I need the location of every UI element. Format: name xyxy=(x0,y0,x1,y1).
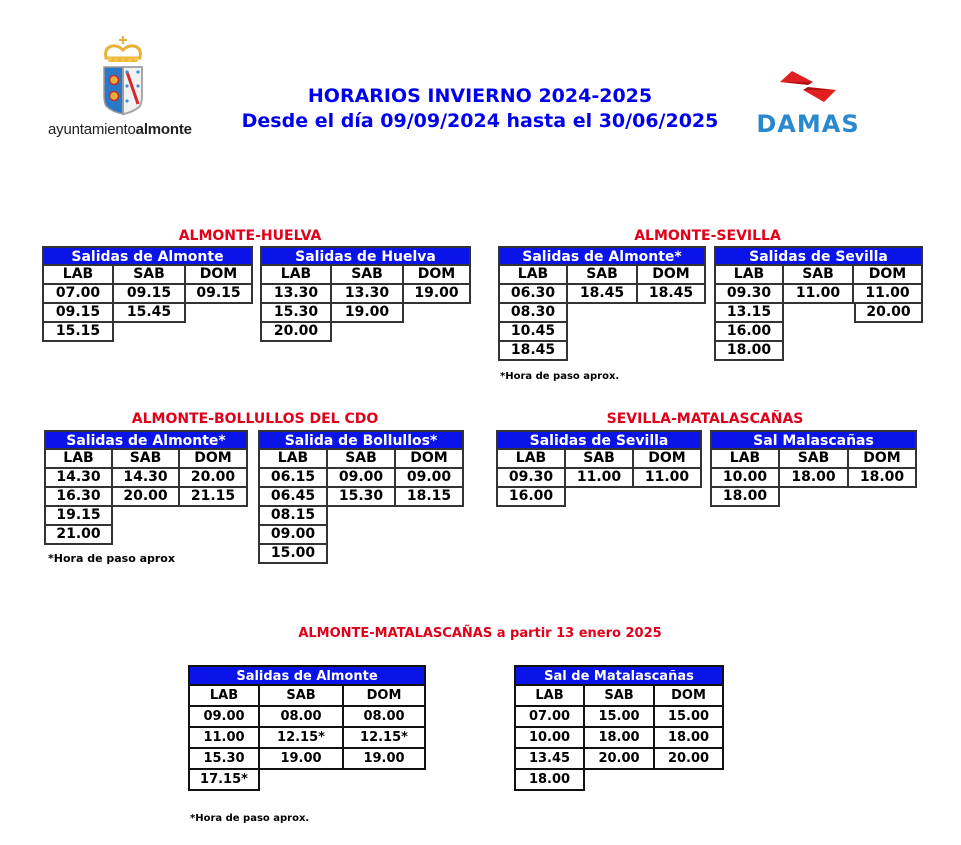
empty-cell xyxy=(854,342,923,361)
footnote-approx-time-bollullos: *Hora de paso aprox xyxy=(48,552,175,565)
time-cell-sab: 13.30 xyxy=(332,285,404,304)
column-header-sab: SAB xyxy=(585,686,655,707)
time-cell-lab: 09.30 xyxy=(496,469,566,488)
column-header-dom: DOM xyxy=(404,266,471,285)
time-cell-dom: 18.00 xyxy=(849,469,917,488)
time-cell-lab: 11.00 xyxy=(188,728,260,749)
empty-cell xyxy=(780,488,849,507)
damas-logo xyxy=(748,66,868,138)
time-cell-lab: 09.00 xyxy=(188,707,260,728)
table-row xyxy=(714,342,923,361)
column-header-lab: LAB xyxy=(496,450,566,469)
table-row xyxy=(258,507,464,526)
table-row xyxy=(260,323,471,342)
table-row xyxy=(258,545,464,564)
damas-wordmark: DAMAS xyxy=(756,110,860,138)
time-cell-lab: 09.30 xyxy=(714,285,784,304)
column-header-sab: SAB xyxy=(568,266,638,285)
empty-cell xyxy=(849,488,917,507)
column-header-sab: SAB xyxy=(114,266,186,285)
table-row xyxy=(44,488,248,507)
time-cell-lab: 10.00 xyxy=(514,728,585,749)
table-row xyxy=(498,323,706,342)
column-header-sab: SAB xyxy=(260,686,344,707)
empty-cell xyxy=(186,323,253,342)
empty-cell xyxy=(634,488,702,507)
time-cell-dom: 20.00 xyxy=(180,469,248,488)
title-line-2: Desde el día 09/09/2024 hasta el 30/06/2025 xyxy=(241,110,719,132)
section-title-sevilla-matalascanas: SEVILLA-MATALASCAÑAS xyxy=(606,411,804,427)
table-row xyxy=(514,728,724,749)
wordmark-regular: ayuntamiento xyxy=(48,121,136,138)
table-row xyxy=(260,285,471,304)
time-cell-dom: 12.15* xyxy=(344,728,426,749)
timetable-almonte-matalascanas-from-matalascanas xyxy=(514,665,724,791)
column-header-lab: LAB xyxy=(188,686,260,707)
table-row xyxy=(710,488,917,507)
time-cell-lab: 16.00 xyxy=(714,323,784,342)
table-header: Sal Malascañas xyxy=(710,430,917,450)
empty-cell xyxy=(784,304,854,323)
empty-cell xyxy=(404,304,471,323)
time-cell-sab: 09.15 xyxy=(114,285,186,304)
section-title-almonte-matalascanas: ALMONTE-MATALASCAÑAS a partir 13 enero 2025 xyxy=(298,626,662,641)
time-cell-sab: 15.30 xyxy=(328,488,396,507)
column-header-dom: DOM xyxy=(655,686,724,707)
time-cell-lab: 08.30 xyxy=(498,304,568,323)
column-header-row xyxy=(260,266,471,285)
time-cell-dom: 11.00 xyxy=(634,469,702,488)
section-title-almonte-bollullos: ALMONTE-BOLLULLOS DEL CDO xyxy=(131,411,379,427)
column-header-dom: DOM xyxy=(344,686,426,707)
empty-cell xyxy=(114,323,186,342)
column-header-lab: LAB xyxy=(42,266,114,285)
column-header-lab: LAB xyxy=(710,450,780,469)
timetable-almonte-sevilla-from-almonte xyxy=(498,246,706,361)
time-cell-sab: 18.00 xyxy=(585,728,655,749)
timetable-almonte-sevilla-from-sevilla xyxy=(714,246,923,361)
empty-cell xyxy=(396,545,464,564)
empty-cell xyxy=(638,323,706,342)
time-cell-sab: 15.45 xyxy=(114,304,186,323)
section-title-almonte-huelva: ALMONTE-HUELVA xyxy=(178,228,322,244)
column-header-dom: DOM xyxy=(396,450,464,469)
time-cell-dom: 19.00 xyxy=(404,285,471,304)
empty-cell xyxy=(113,526,180,545)
wordmark-bold: almonte xyxy=(135,121,192,138)
empty-cell xyxy=(260,770,344,791)
table-row xyxy=(188,770,426,791)
column-header-lab: LAB xyxy=(514,686,585,707)
time-cell-dom: 18.15 xyxy=(396,488,464,507)
table-row xyxy=(258,488,464,507)
time-cell-lab: 07.00 xyxy=(514,707,585,728)
time-cell-lab: 10.45 xyxy=(498,323,568,342)
empty-cell xyxy=(568,342,638,361)
empty-cell xyxy=(854,323,923,342)
column-header-row xyxy=(44,450,248,469)
column-header-dom: DOM xyxy=(180,450,248,469)
table-row xyxy=(710,469,917,488)
table-row xyxy=(496,469,702,488)
time-cell-lab: 07.00 xyxy=(42,285,114,304)
time-cell-dom: 20.00 xyxy=(655,749,724,770)
table-row xyxy=(42,285,253,304)
timetable-almonte-huelva-from-almonte xyxy=(42,246,253,342)
table-header: Salidas de Sevilla xyxy=(496,430,702,450)
table-row xyxy=(498,342,706,361)
column-header-dom: DOM xyxy=(186,266,253,285)
time-cell-lab: 06.45 xyxy=(258,488,328,507)
column-header-dom: DOM xyxy=(638,266,706,285)
empty-cell xyxy=(344,770,426,791)
column-header-dom: DOM xyxy=(849,450,917,469)
time-cell-sab: 15.00 xyxy=(585,707,655,728)
timetable-almonte-matalascanas-from-almonte xyxy=(188,665,426,791)
time-cell-lab: 15.15 xyxy=(42,323,114,342)
table-row xyxy=(188,749,426,770)
empty-cell xyxy=(638,342,706,361)
time-cell-lab: 09.15 xyxy=(42,304,114,323)
empty-cell xyxy=(180,507,248,526)
time-cell-lab: 15.30 xyxy=(260,304,332,323)
empty-cell xyxy=(566,488,634,507)
ayuntamiento-almonte-logo xyxy=(44,36,204,142)
section-title-almonte-sevilla: ALMONTE-SEVILLA xyxy=(634,228,781,244)
table-row xyxy=(44,526,248,545)
empty-cell xyxy=(328,545,396,564)
table-row xyxy=(188,728,426,749)
time-cell-sab: 11.00 xyxy=(784,285,854,304)
column-header-row xyxy=(714,266,923,285)
empty-cell xyxy=(784,342,854,361)
table-row xyxy=(496,488,702,507)
time-cell-lab: 13.30 xyxy=(260,285,332,304)
column-header-row xyxy=(496,450,702,469)
damas-arrows-icon xyxy=(748,66,868,138)
timetable-almonte-bollullos-from-bollullos xyxy=(258,430,464,564)
column-header-lab: LAB xyxy=(258,450,328,469)
timetable-almonte-huelva-from-huelva xyxy=(260,246,471,342)
empty-cell xyxy=(568,304,638,323)
empty-cell xyxy=(585,770,655,791)
time-cell-lab: 13.45 xyxy=(514,749,585,770)
time-cell-dom: 18.00 xyxy=(655,728,724,749)
table-header: Salidas de Almonte xyxy=(188,665,426,686)
column-header-row xyxy=(498,266,706,285)
empty-cell xyxy=(180,526,248,545)
table-header: Salidas de Almonte* xyxy=(44,430,248,450)
footnote-approx-time-matalascanas: *Hora de paso aprox. xyxy=(190,813,310,824)
time-cell-lab: 08.15 xyxy=(258,507,328,526)
time-cell-lab: 18.45 xyxy=(498,342,568,361)
ayuntamiento-almonte-wordmark xyxy=(48,121,192,138)
time-cell-lab: 13.15 xyxy=(714,304,784,323)
column-header-sab: SAB xyxy=(780,450,849,469)
table-row xyxy=(260,304,471,323)
empty-cell xyxy=(568,323,638,342)
table-header: Salidas de Huelva xyxy=(260,246,471,266)
timetable-sevilla-matalascanas-from-sevilla xyxy=(496,430,702,507)
column-header-lab: LAB xyxy=(498,266,568,285)
empty-cell xyxy=(396,507,464,526)
table-row xyxy=(258,526,464,545)
time-cell-lab: 20.00 xyxy=(260,323,332,342)
timetable-almonte-bollullos-from-almonte xyxy=(44,430,248,545)
column-header-lab: LAB xyxy=(44,450,113,469)
empty-cell xyxy=(638,304,706,323)
time-cell-lab: 18.00 xyxy=(710,488,780,507)
empty-cell xyxy=(186,304,253,323)
time-cell-lab: 06.30 xyxy=(498,285,568,304)
time-cell-dom: 19.00 xyxy=(344,749,426,770)
time-cell-lab: 06.15 xyxy=(258,469,328,488)
table-row xyxy=(714,285,923,304)
table-row xyxy=(42,323,253,342)
time-cell-lab: 15.00 xyxy=(258,545,328,564)
column-header-sab: SAB xyxy=(328,450,396,469)
time-cell-sab: 18.00 xyxy=(780,469,849,488)
empty-cell xyxy=(784,323,854,342)
time-cell-lab: 14.30 xyxy=(44,469,113,488)
table-row xyxy=(44,469,248,488)
time-cell-dom: 18.45 xyxy=(638,285,706,304)
time-cell-sab: 20.00 xyxy=(585,749,655,770)
time-cell-lab: 16.00 xyxy=(496,488,566,507)
time-cell-lab: 19.15 xyxy=(44,507,113,526)
table-row xyxy=(42,304,253,323)
table-row xyxy=(514,707,724,728)
table-row xyxy=(498,285,706,304)
table-row xyxy=(514,770,724,791)
empty-cell xyxy=(328,526,396,545)
table-row xyxy=(188,707,426,728)
column-header-row xyxy=(42,266,253,285)
time-cell-dom: 08.00 xyxy=(344,707,426,728)
time-cell-dom: 20.00 xyxy=(854,304,923,323)
column-header-sab: SAB xyxy=(784,266,854,285)
table-header: Salida de Bollullos* xyxy=(258,430,464,450)
title-line-1: HORARIOS INVIERNO 2024-2025 xyxy=(307,85,653,107)
table-row xyxy=(498,304,706,323)
column-header-sab: SAB xyxy=(566,450,634,469)
table-header: Salidas de Sevilla xyxy=(714,246,923,266)
table-header: Salidas de Almonte xyxy=(42,246,253,266)
column-header-sab: SAB xyxy=(332,266,404,285)
time-cell-dom: 15.00 xyxy=(655,707,724,728)
time-cell-lab: 16.30 xyxy=(44,488,113,507)
empty-cell xyxy=(404,323,471,342)
time-cell-sab: 19.00 xyxy=(260,749,344,770)
table-row xyxy=(44,507,248,526)
column-header-sab: SAB xyxy=(113,450,180,469)
time-cell-dom: 09.15 xyxy=(186,285,253,304)
time-cell-sab: 14.30 xyxy=(113,469,180,488)
time-cell-lab: 18.00 xyxy=(514,770,585,791)
coat-of-arms-icon xyxy=(100,36,150,116)
table-row xyxy=(258,469,464,488)
column-header-dom: DOM xyxy=(854,266,923,285)
time-cell-dom: 21.15 xyxy=(180,488,248,507)
column-header-row xyxy=(258,450,464,469)
table-header: Sal de Matalascañas xyxy=(514,665,724,686)
time-cell-lab: 15.30 xyxy=(188,749,260,770)
empty-cell xyxy=(328,507,396,526)
time-cell-lab: 21.00 xyxy=(44,526,113,545)
table-header: Salidas de Almonte* xyxy=(498,246,706,266)
time-cell-lab: 09.00 xyxy=(258,526,328,545)
page-title xyxy=(230,84,730,134)
time-cell-sab: 20.00 xyxy=(113,488,180,507)
time-cell-lab: 18.00 xyxy=(714,342,784,361)
time-cell-sab: 19.00 xyxy=(332,304,404,323)
time-cell-dom: 11.00 xyxy=(854,285,923,304)
timetable-sevilla-matalascanas-from-matalascanas xyxy=(710,430,917,507)
column-header-row xyxy=(514,686,724,707)
time-cell-sab: 08.00 xyxy=(260,707,344,728)
empty-cell xyxy=(655,770,724,791)
time-cell-sab: 12.15* xyxy=(260,728,344,749)
time-cell-sab: 11.00 xyxy=(566,469,634,488)
column-header-dom: DOM xyxy=(634,450,702,469)
time-cell-sab: 09.00 xyxy=(328,469,396,488)
table-row xyxy=(514,749,724,770)
column-header-lab: LAB xyxy=(714,266,784,285)
empty-cell xyxy=(396,526,464,545)
footnote-approx-time-sevilla: *Hora de paso aprox. xyxy=(500,371,620,382)
table-row xyxy=(714,304,923,323)
time-cell-lab: 10.00 xyxy=(710,469,780,488)
time-cell-sab: 18.45 xyxy=(568,285,638,304)
empty-cell xyxy=(113,507,180,526)
column-header-row xyxy=(188,686,426,707)
column-header-lab: LAB xyxy=(260,266,332,285)
time-cell-lab: 17.15* xyxy=(188,770,260,791)
table-row xyxy=(714,323,923,342)
column-header-row xyxy=(710,450,917,469)
time-cell-dom: 09.00 xyxy=(396,469,464,488)
empty-cell xyxy=(332,323,404,342)
